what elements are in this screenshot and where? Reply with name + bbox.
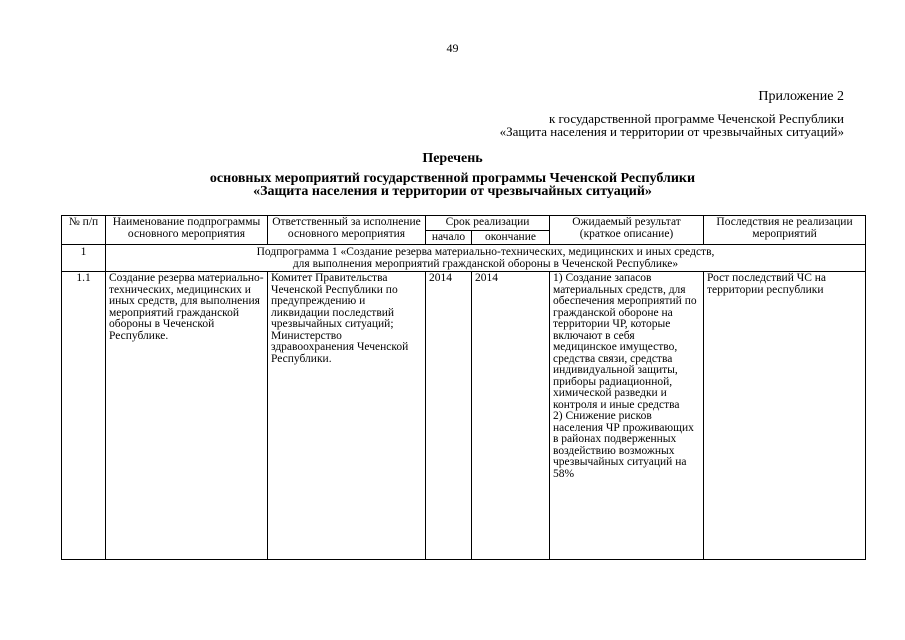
subprogram-title <box>106 245 866 272</box>
row-responsible: Комитет Правительства Чеченской Республики по предупреждению и ликвидации последствий чрезвычайных ситуаций; Министерство здравоохранения Чеченской Республики. <box>268 272 426 560</box>
document-subtitle-line-2: «Защита населения и территории от чрезвычайных ситуаций» <box>253 184 652 199</box>
header-term: Срок реализации <box>426 216 550 231</box>
header-start: начало <box>426 230 472 245</box>
page-number: 49 <box>446 41 459 55</box>
row-result-item-1: 1) Создание запасов материальных средств, для обеспечения мероприятий по гражданской обороне на территории ЧР, которые включают в себя медицинское имущество, средства связи, средства индивидуальной защиты, приборы радиационной, химической разведки и контроля и иные средства <box>553 272 697 411</box>
document-subtitle-line-1: основных мероприятий государственной программы Чеченской Республики <box>209 171 696 186</box>
appendix-label: Приложение 2 <box>758 89 844 104</box>
appendix-reference-line-1: к государственной программе Чеченской Республики <box>548 111 844 126</box>
row-result <box>550 272 704 560</box>
events-table <box>61 215 866 560</box>
row-consequences: Рост последствий ЧС на территории республики <box>704 272 866 560</box>
header-end: окончание <box>472 230 550 245</box>
row-name: Создание резерва материально-технических, медицинских и иных средств, для выполнения мероприятий гражданской обороны в Чеченской Республике. <box>106 272 268 560</box>
table-row <box>62 272 866 560</box>
subprogram-row <box>62 245 866 272</box>
row-number: 1.1 <box>62 272 106 560</box>
row-end-year: 2014 <box>472 272 550 560</box>
header-consequences: Последствия не реализации мероприятий <box>704 216 866 245</box>
header-responsible: Ответственный за исполнение основного мероприятия <box>268 216 426 245</box>
subprogram-title-line-1: Подпрограмма 1 «Создание резерва материально-технических, медицинских и иных средств, <box>256 246 715 258</box>
row-start-year: 2014 <box>426 272 472 560</box>
row-result-item-2: 2) Снижение рисков населения ЧР проживающих в районах подверженных воздействию возможных чрезвычайных ситуаций на 58% <box>553 410 694 480</box>
appendix-reference-line-2: «Защита населения и территории от чрезвычайных ситуаций» <box>499 124 844 139</box>
subprogram-title-line-2: для выполнения мероприятий гражданской обороны в Чеченской Республике» <box>292 258 679 270</box>
document-title: Перечень <box>422 151 483 166</box>
header-name: Наименование подпрограммы основного мероприятия <box>106 216 268 245</box>
header-result: Ожидаемый результат (краткое описание) <box>550 216 704 245</box>
subprogram-number: 1 <box>62 245 106 272</box>
header-number: № п/п <box>62 216 106 245</box>
